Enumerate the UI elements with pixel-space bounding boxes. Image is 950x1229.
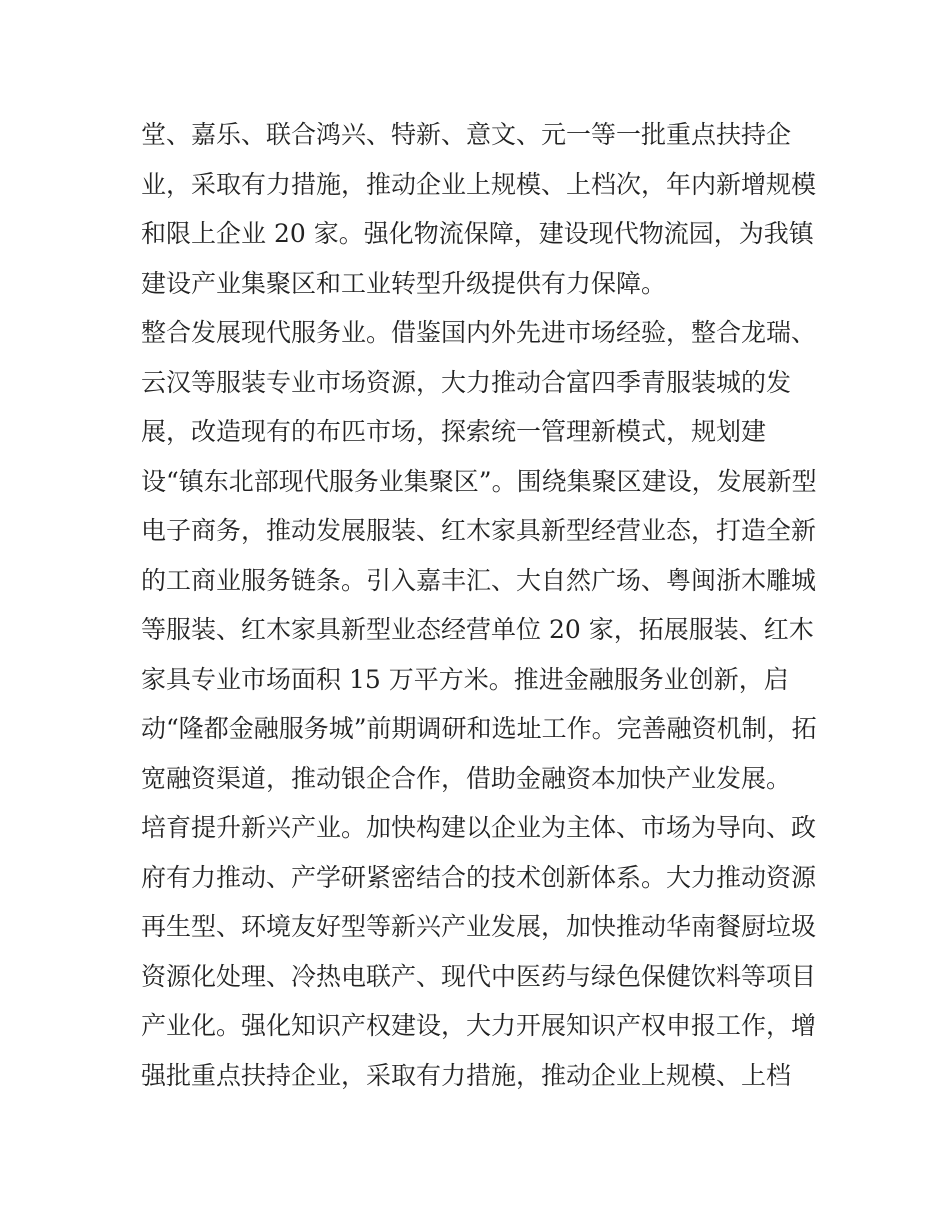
body-text [141,110,821,1100]
text-line: 和限上企业 20 家。强化物流保障，建设现代物流园，为我镇 [141,219,814,248]
text-line: 云汉等服装专业市场资源，大力推动合富四季青服装城的发 [141,367,792,397]
text-line: 的工商业服务链条。引入嘉丰汇、大自然广场、粤闽浙木雕城 [141,565,817,595]
text-line: 产业化。强化知识产权建设，大力开展知识产权申报工作，增 [141,1011,817,1040]
text-line: 整合发展现代服务业。借鉴国内外先进市场经验，整合龙瑞、 [141,318,817,347]
text-line: 培育提升新兴产业。加快构建以企业为主体、市场为导向、政 [141,813,817,842]
text-line: 堂、嘉乐、联合鸿兴、特新、意文、元一等一批重点扶持企 [141,120,792,149]
text-line: 业，采取有力措施，推动企业上规模、上档次，年内新增规模 [141,169,817,199]
text-line: 强批重点扶持企业，采取有力措施，推动企业上规模、上档 [141,1060,792,1090]
text-line: 宽融资渠道，推动银企合作，借助金融资本加快产业发展。 [141,763,792,793]
text-line: 等服装、红木家具新型业态经营单位 20 家，拓展服装、红木 [141,615,814,644]
text-line: 家具专业市场面积 15 万平方米。推进金融服务业创新，启 [141,664,789,694]
text-line: 展，改造现有的布匹市场，探索统一管理新模式，规划建 [141,417,767,446]
text-line: 建设产业集聚区和工业转型升级提供有力保障。 [141,268,667,298]
text-line: 再生型、环境友好型等新兴产业发展，加快推动华南餐厨垃圾 [141,912,817,941]
text-line: 电子商务，推动发展服装、红木家具新型经营业态，打造全新 [141,516,817,545]
text-line: 府有力推动、产学研紧密结合的技术创新体系。大力推动资源 [141,862,817,892]
text-line: 设“镇东北部现代服务业集聚区”。围绕集聚区建设，发展新型 [141,466,817,496]
text-line: 动“隆都金融服务城”前期调研和选址工作。完善融资机制，拓 [141,714,817,743]
text-line: 资源化处理、冷热电联产、现代中医药与绿色保健饮料等项目 [141,961,817,991]
